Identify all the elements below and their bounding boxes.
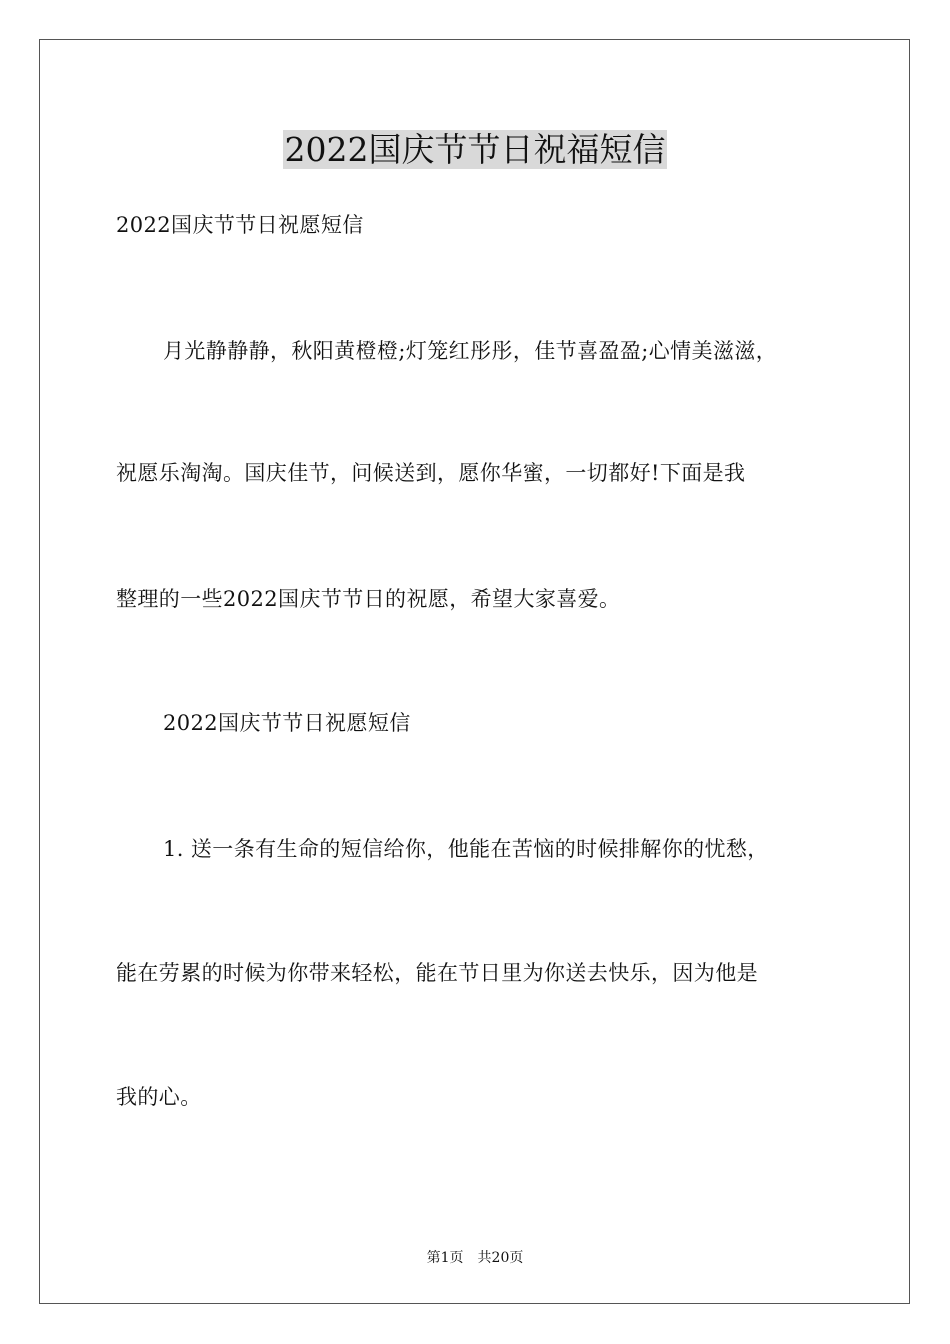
- document-title-text: 2022国庆节节日祝福短信: [284, 130, 666, 169]
- page-number-footer: 第1页 共20页: [426, 1250, 524, 1266]
- section-heading: 2022国庆节节日祝愿短信: [163, 711, 411, 735]
- item-1-line-2: 能在劳累的时候为你带来轻松，能在节日里为你送去快乐，因为他是: [116, 961, 758, 985]
- document-subtitle: 2022国庆节节日祝愿短信: [116, 213, 364, 237]
- document-title: [0, 122, 950, 178]
- intro-line-1: 月光静静静，秋阳黄橙橙;灯笼红彤彤，佳节喜盈盈;心情美滋滋，: [163, 339, 778, 363]
- item-1-line-1: 1. 送一条有生命的短信给你，他能在苦恼的时候排解你的忧愁，: [163, 837, 769, 861]
- intro-line-2: 祝愿乐淘淘。国庆佳节，问候送到，愿你华蜜，一切都好!下面是我: [116, 461, 746, 485]
- intro-line-3: 整理的一些2022国庆节节日的祝愿，希望大家喜爱。: [116, 587, 621, 611]
- item-1-line-3: 我的心。: [116, 1085, 202, 1109]
